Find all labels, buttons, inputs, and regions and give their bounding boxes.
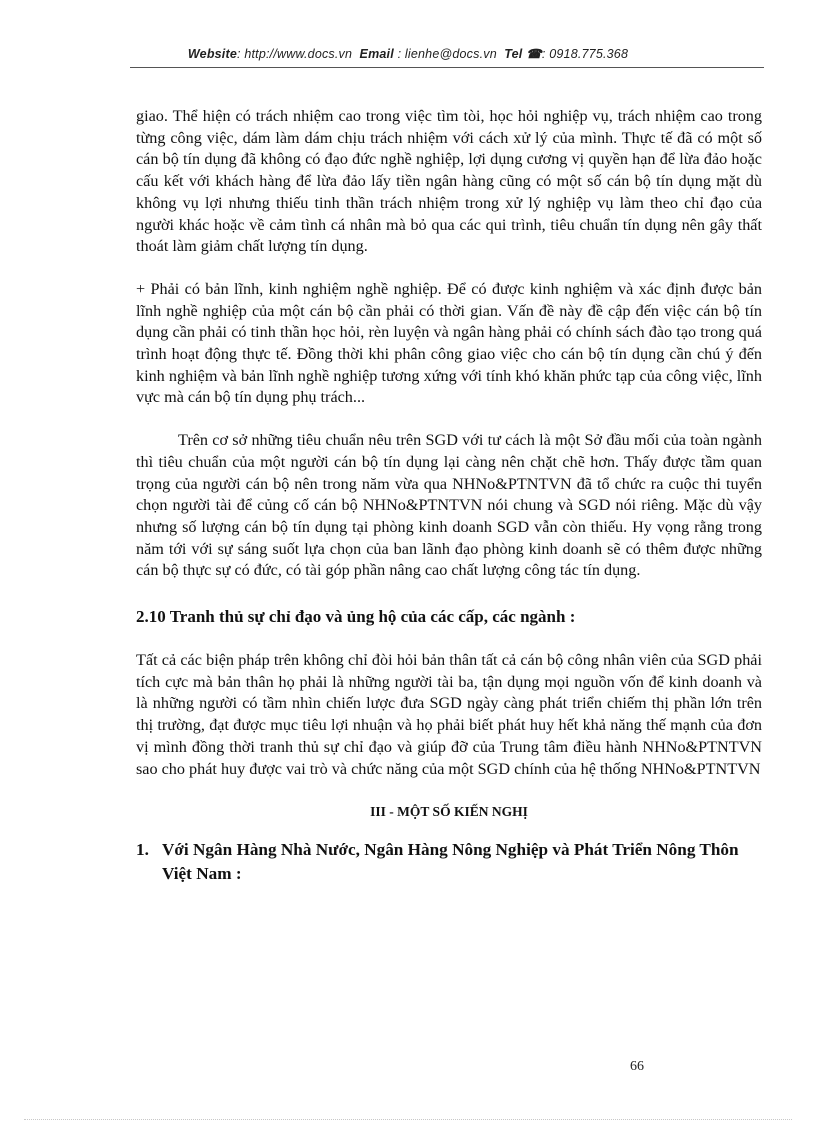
email-value: : lienhe@docs.vn (397, 47, 497, 61)
section-heading-2-10: 2.10 Tranh thủ sự chỉ đạo và ủng hộ của các cấp, các ngành : (136, 607, 576, 627)
paragraph-measures: Tất cả các biện pháp trên không chỉ đòi hỏi bản thân tất cả cán bộ công nhân viên của SGD phải tích cực mà bản thân họ phải là những người tài ba, tận dụng mọi nguồn vốn để kinh doanh và là những người có tầm nhìn chiến lược đưa SGD ngày càng phát triển chiếm thị phần lớn trên thị trường, đạt được mục tiêu lợi nhuận và họ phải biết phát huy hết khả năng thế mạnh của đơn vị mình đồng thời tranh thủ sự chỉ đạo và giúp đỡ của Trung tâm điều hành NHNo&PTNTVN sao cho phát huy được vai trò và chức năng của một SGD chính của hệ thống NHNo&PTNTVN (136, 651, 762, 778)
document-body (136, 106, 762, 886)
tel-value: : 0918.775.368 (541, 47, 629, 61)
paragraph-sgd-standards: Trên cơ sở những tiêu chuẩn nêu trên SGD với tư cách là một Sở đầu mối của toàn ngành thì tiêu chuẩn của một người cán bộ tín dụng lại càng nên chặt chẽ hơn. Thấy được tầm quan trọng của người cán bộ nên trong năm vừa qua NHNo&PTNTVN đã tổ chức ra cuộc thi tuyển chọn người tài để củng cố cán bộ NHNo&PTNTVN nói chung và SGD nói riêng. Mặc dù vậy nhưng số lượng cán bộ tín dụng tại phòng kinh doanh SGD vẫn còn thiếu. Hy vọng rằng trong năm tới với sự sáng suốt lựa chọn của ban lãnh đạo phòng kinh doanh sẽ có thêm được những cán bộ thực sự có đức, có tài góp phần nâng cao chất lượng công tác tín dụng. (136, 431, 762, 580)
part-heading-recommendations: III - MỘT SỐ KIẾN NGHỊ (370, 804, 528, 820)
website-label: Website (187, 47, 237, 61)
page-number: 66 (630, 1059, 644, 1074)
list-number: 1. (136, 840, 149, 860)
paragraph-experience: + Phải có bản lĩnh, kinh nghiệm nghề nghiệp. Để có được kinh nghiệm và xác định được bản lĩnh nghề nghiệp của một cán bộ cần phải có thời gian. Vấn đề này đề cập đến việc cán bộ tín dụng cần phải có tinh thần học hỏi, rèn luyện và ngân hàng phải có chính sách đào tạo trong quá trình hoạt động thực tế. Đồng thời khi phân công giao việc cho cán bộ tín dụng cần chú ý đến kinh nghiệm và bản lĩnh nghề nghiệp tương xứng với tính khó khăn phức tạp của công việc, lĩnh vực mà cán bộ tín dụng phụ trách... (136, 279, 762, 407)
recommendation-item-title: Với Ngân Hàng Nhà Nước, Ngân Hàng Nông Nghiệp và Phát Triển Nông Thôn Việt Nam : (162, 840, 739, 884)
email-label: Email (359, 47, 394, 61)
website-value: : http://www.docs.vn (237, 47, 353, 61)
recommendation-item-1 (136, 838, 762, 886)
page-header (0, 46, 816, 61)
paragraph-professional-ethics: giao. Thể hiện có trách nhiệm cao trong việc tìm tòi, học hỏi nghiệp vụ, trách nhiệm cao trong từng công việc, dám làm dám chịu trách nhiệm với cách xử lý của mình. Thực tế đã có một số cán bộ tín dụng đã không có đạo đức nghề nghiệp, lợi dụng cương vị quyền hạn để lừa đảo hoặc cấu kết với khách hàng để lừa đảo lấy tiền ngân hàng cũng có một số cán bộ tín dụng mặt dù không vụ lợi nhưng thiếu tinh thần trách nhiệm trong xử lý nghiệp vụ làm theo chỉ đạo của người khác hoặc về cảm tình cá nhân mà bỏ qua các qui trình, tiêu chuẩn tín dụng nên gây thất thoát làm giảm chất lượng tín dụng. (136, 107, 762, 256)
header-divider (130, 67, 764, 68)
phone-icon: ☎ (526, 47, 542, 61)
tel-label: Tel (504, 47, 523, 61)
footer-divider (24, 1119, 792, 1120)
